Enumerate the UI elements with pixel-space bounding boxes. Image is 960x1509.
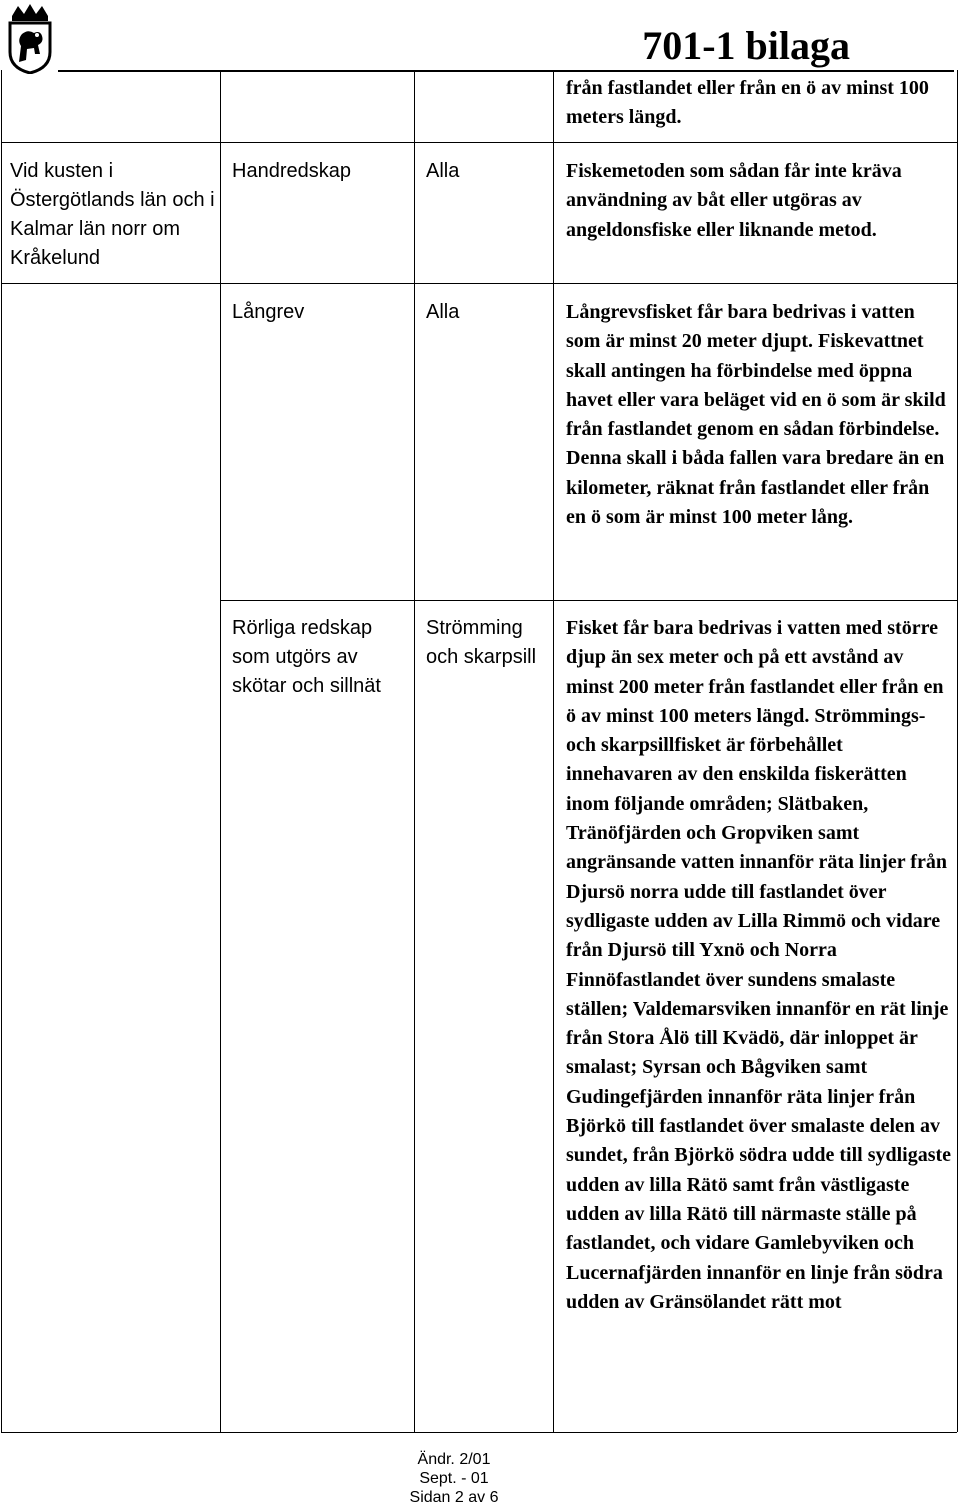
column-divider-2 bbox=[414, 70, 415, 1432]
gear-handredskap: Handredskap bbox=[232, 160, 351, 182]
species-stromming-skarpsill: Strömming och skarpsill bbox=[426, 617, 537, 668]
table-border-left bbox=[1, 70, 2, 1432]
footer-amended: Ändr. 2/01 bbox=[417, 1451, 491, 1468]
gear-rorliga-redskap: Rörliga redskap som utgörs av skötar och sillnät bbox=[232, 617, 381, 697]
region-name: Vid kusten i Östergötlands län och i Kalmar län norr om Kråkelund bbox=[10, 160, 215, 269]
rule-langrev: Långrevsfisket får bara bedrivas i vatten som är minst 20 meter djupt. Fiskevattnet skall antingen ha förbindelse med öppna havet eller vara beläget vid en ö som är skild från fastlandet genom en sådan förbindelse. Denna skall i båda fallen vara bredare än en kilometer, räknat från fastlandet eller från en ö som är minst 100 meter lång. bbox=[566, 301, 946, 529]
table-border-bottom bbox=[1, 1432, 957, 1433]
table-border-right bbox=[957, 70, 958, 1432]
rule-rorliga-redskap: Fisket får bara bedrivas i vatten med större djup än sex meter och på ett avstånd av minst 200 meter från fastlandet eller från en ö av minst 100 meters längd. Strömmings- och skarpsillfisket är förbehållet innehavaren av den enskilda fiskerätten inom följande områden; Slätbaken, Tränöfjärden och Gropviken samt angränsande vatten innanför räta linjer från Djursö norra udde till fastlandet över sydligaste udden av Lilla Rimmö och vidare från Djursö till Yxnö och Norra Finnöfastlandet över sundens smalaste ställen; Valdemarsviken innanför en rät linje från Stora Ålö till Kvädö, där inloppet är smalast; Syrsan och Bågviken samt Gudingefjärden innanför räta linjer från Björkö till fastlandet över smalaste delen av sundet, från Björkö södra udde till sydligaste udden av lilla Rätö samt från västligaste udden av lilla Rätö till närmaste ställe på fastlandet, och vidare Gamlebyviken och Lucernafjärden innanför en linje från södra udden av Gränsölandet rätt mot bbox=[566, 617, 952, 1313]
gear-langrev: Långrev bbox=[232, 301, 305, 323]
page-footer bbox=[390, 1450, 518, 1507]
footer-date: Sept. - 01 bbox=[419, 1470, 489, 1487]
column-divider-3 bbox=[553, 70, 554, 1432]
row-divider-1 bbox=[1, 142, 957, 143]
species-langrev: Alla bbox=[426, 301, 460, 323]
continuation-rule-text: från fastlandet eller från en ö av minst 100 meters längd. bbox=[566, 77, 929, 129]
column-divider-1 bbox=[220, 70, 221, 1432]
footer-page-number: Sidan 2 av 6 bbox=[409, 1489, 499, 1506]
rule-handredskap: Fiskemetoden som sådan får inte kräva användning av båt eller utgöras av angeldonsfiske eller liknande metod. bbox=[566, 160, 902, 241]
row-divider-3 bbox=[220, 600, 957, 601]
species-handredskap: Alla bbox=[426, 160, 460, 182]
document-id: 701-1 bilaga bbox=[642, 23, 850, 68]
row-divider-2 bbox=[1, 283, 957, 284]
